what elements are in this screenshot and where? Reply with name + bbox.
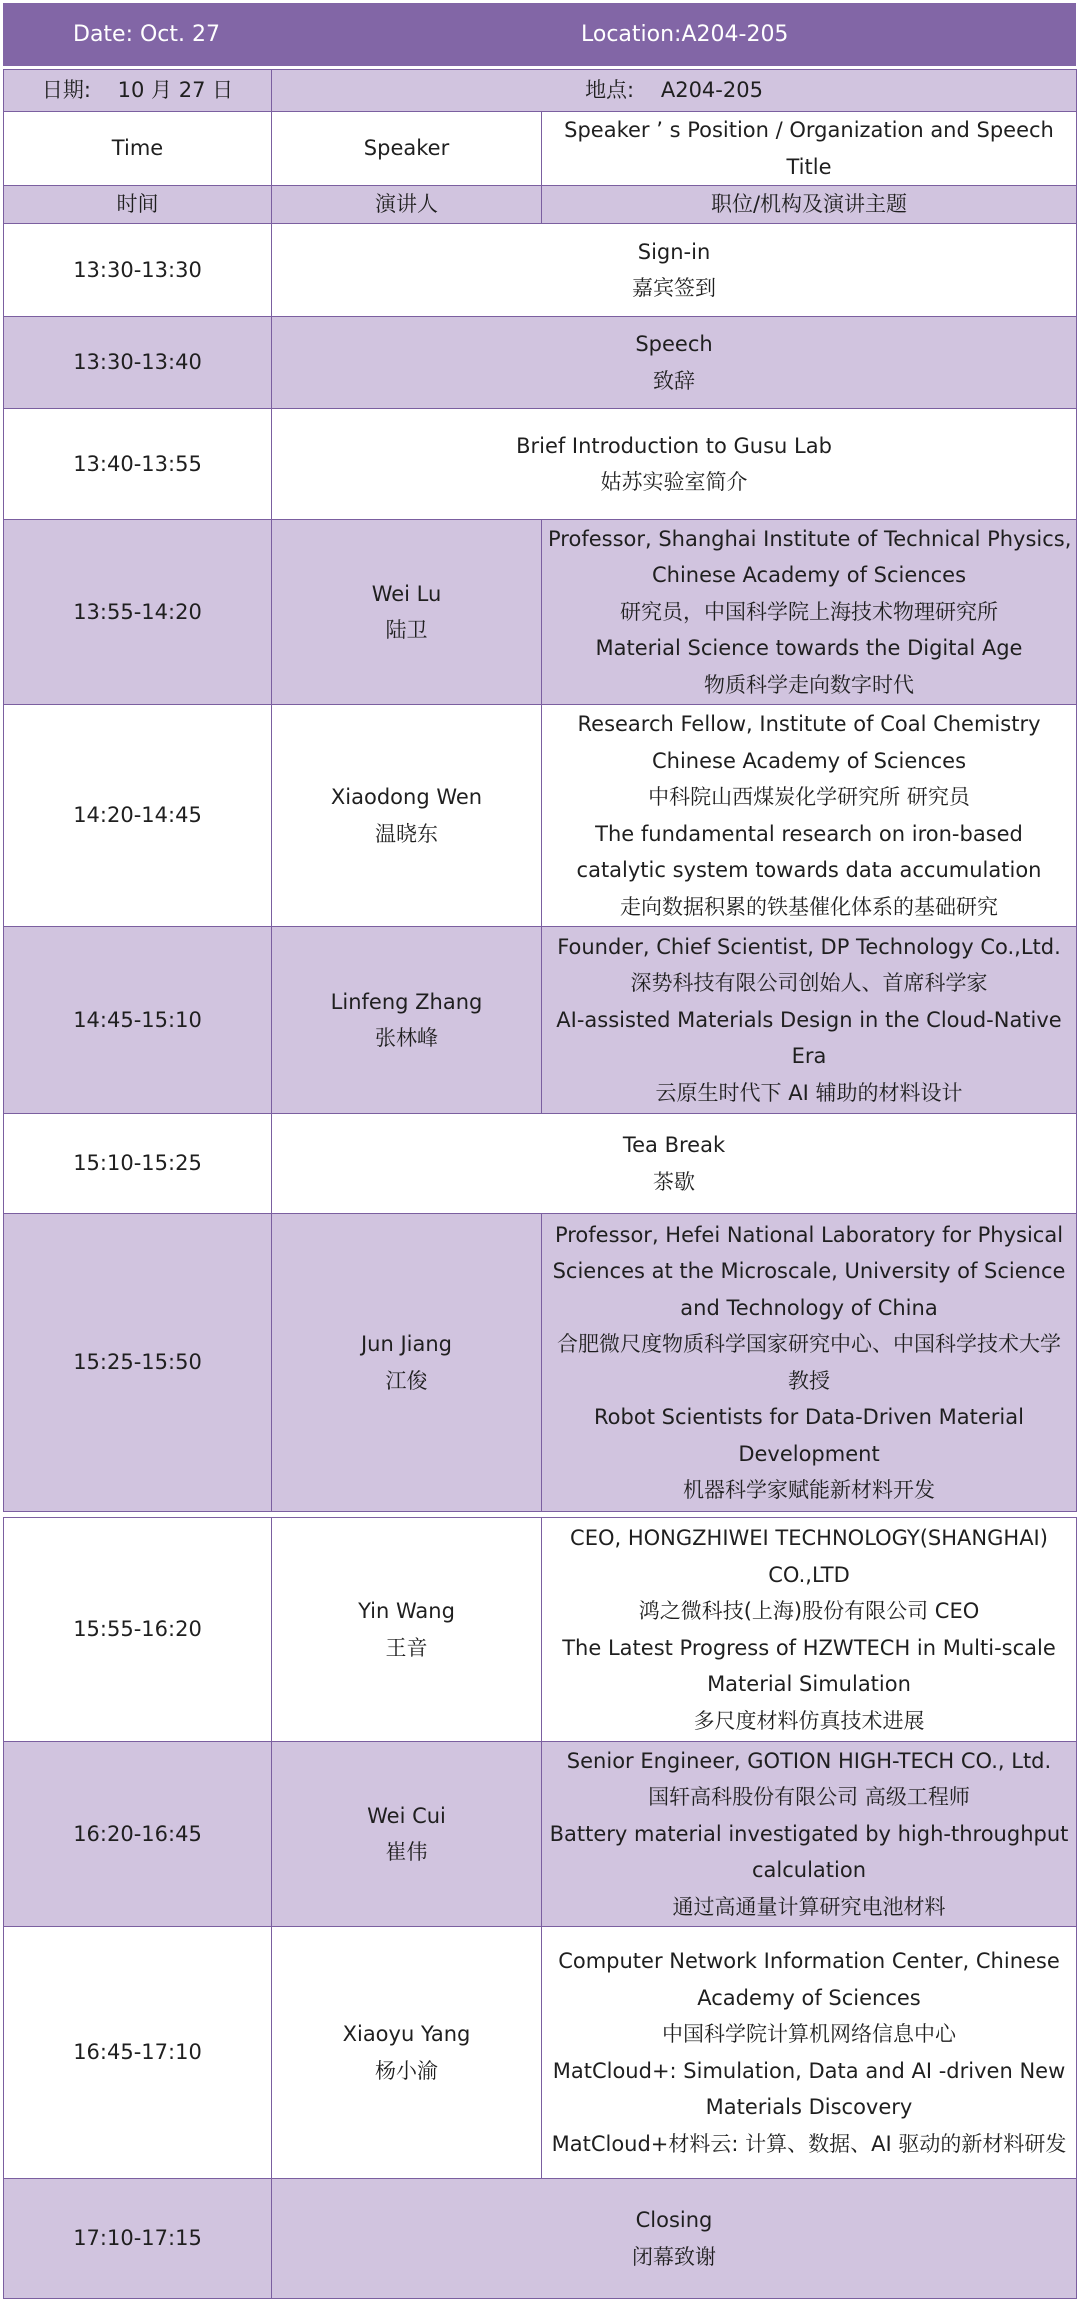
session-detail-line: 合肥微尺度物质科学国家研究中心、中国科学技术大学: [557, 1332, 1061, 1356]
session-speaker: [272, 1518, 542, 1742]
session-detail-line: MatCloud+材料云: 计算、数据、AI 驱动的新材料研发: [551, 2131, 1067, 2156]
session-speaker-line: Wei Lu: [371, 581, 442, 606]
session-detail-line: CO.,LTD: [768, 1562, 850, 1587]
session-detail-line: 中国科学院计算机网络信息中心: [662, 2022, 956, 2046]
session-detail-line: Research Fellow, Institute of Coal Chemistry: [577, 712, 1041, 736]
session-event-line: Tea Break: [622, 1133, 726, 1157]
session-detail-line: 深势科技有限公司创始人、首席科学家: [630, 971, 988, 996]
session-detail-line: and Technology of China: [680, 1295, 938, 1320]
session-detail-line: Material Science towards the Digital Age: [595, 636, 1023, 661]
subheader-date-value: 10 月 27 日: [117, 78, 234, 103]
session-time: 13:40-13:55: [4, 409, 272, 520]
session-detail-line: 教授: [788, 1368, 830, 1393]
session-event-line: Brief Introduction to Gusu Lab: [516, 433, 832, 458]
session-speaker-line: 王音: [385, 1635, 428, 1660]
session-speaker-line: Linfeng Zhang: [330, 989, 483, 1014]
session-detail-line: 多尺度材料仿真技术进展: [693, 1708, 925, 1733]
session-detail-line: Professor, Hefei National Laboratory for Physical: [554, 1222, 1064, 1247]
session-detail-line: Founder, Chief Scientist, DP Technology Co.,Ltd.: [557, 934, 1061, 959]
agenda-row: [4, 1518, 1077, 1742]
session-event-line: 茶歇: [653, 1169, 695, 1194]
session-detail-line: Chinese Academy of Sciences: [651, 563, 967, 588]
column-header-time: Time: [4, 112, 272, 186]
column-header-title-cn: 职位/机构及演讲主题: [542, 186, 1077, 224]
session-speaker-line: Yin Wang: [358, 1599, 455, 1623]
session-detail-line: 通过高通量计算研究电池材料: [672, 1894, 946, 1919]
session-speaker-line: 杨小渝: [375, 2058, 438, 2083]
session-detail-line: Sciences at the Microscale, University of Science: [552, 1259, 1066, 1283]
session-detail-line: 研究员，中国科学院上海技术物理研究所: [620, 599, 998, 624]
session-time: 13:55-14:20: [4, 520, 272, 705]
column-header-speaker: Speaker: [272, 112, 542, 186]
session-detail-line: Robot Scientists for Data-Driven Material: [594, 1405, 1024, 1429]
agenda-row: [4, 1927, 1077, 2179]
session-detail-line: Battery material investigated by high-throughput: [549, 1821, 1069, 1846]
agenda-row: [4, 1114, 1077, 1214]
session-speaker-line: Xiaoyu Yang: [342, 2022, 471, 2046]
session-event-line: Closing: [635, 2208, 713, 2232]
agenda-row: [4, 927, 1077, 1114]
session-speaker-line: 温晓东: [375, 821, 438, 846]
column-header-time-cn: 时间: [4, 186, 272, 224]
session-speaker: [272, 927, 542, 1114]
session-detail-line: Professor, Shanghai Institute of Technical Physics,: [548, 526, 1072, 551]
agenda-row: [4, 705, 1077, 927]
agenda-table-part-1: [3, 69, 1077, 1512]
session-details: [542, 520, 1077, 705]
session-time: 17:10-17:15: [4, 2179, 272, 2299]
session-speaker-line: 崔伟: [385, 1840, 428, 1864]
subheader-location-cell: [272, 70, 1077, 112]
session-time: 14:20-14:45: [4, 705, 272, 927]
agenda-row: [4, 1214, 1077, 1512]
agenda-table-part-2: [3, 1517, 1077, 2299]
session-details: [542, 705, 1077, 927]
session-event: [272, 317, 1077, 409]
column-header-row-en: [4, 112, 1077, 186]
agenda-row: [4, 1742, 1077, 1927]
session-time: 14:45-15:10: [4, 927, 272, 1114]
header-location: Location:A204-205: [581, 22, 789, 47]
session-speaker: [272, 1927, 542, 2179]
session-details: [542, 1518, 1077, 1742]
session-detail-line: Material Simulation: [707, 1672, 911, 1696]
session-event-line: 致辞: [653, 368, 695, 393]
session-event-line: 嘉宾签到: [632, 276, 716, 300]
session-detail-line: AI-assisted Materials Design in the Cloud-Native: [556, 1007, 1062, 1032]
agenda-row: [4, 317, 1077, 409]
subheader-date-cell: [4, 70, 272, 112]
session-detail-line: 中科院山西煤炭化学研究所 研究员: [648, 785, 970, 809]
session-detail-line: Development: [738, 1441, 880, 1466]
agenda-row: [4, 224, 1077, 317]
column-header-speaker-cn: 演讲人: [272, 186, 542, 224]
session-details: [542, 927, 1077, 1114]
session-speaker-line: 张林峰: [375, 1026, 438, 1050]
session-detail-line: Academy of Sciences: [697, 1985, 921, 2010]
session-speaker-line: Jun Jiang: [360, 1332, 453, 1356]
session-detail-line: Materials Discovery: [705, 2095, 913, 2119]
subheader-row: [4, 70, 1077, 112]
column-header-title: [542, 112, 1077, 186]
session-speaker-line: 陆卫: [385, 618, 428, 642]
session-event: [272, 2179, 1077, 2299]
session-speaker-line: Xiaodong Wen: [330, 785, 483, 809]
session-time: 15:25-15:50: [4, 1214, 272, 1512]
session-speaker: [272, 1742, 542, 1927]
header-date: Date: Oct. 27: [73, 22, 221, 47]
session-event-line: Sign-in: [637, 239, 711, 264]
session-time: 13:30-13:40: [4, 317, 272, 409]
session-time: 13:30-13:30: [4, 224, 272, 317]
session-detail-line: calculation: [751, 1858, 867, 1883]
session-event: [272, 409, 1077, 520]
session-detail-line: catalytic system towards data accumulation: [576, 858, 1042, 882]
agenda-row: [4, 520, 1077, 705]
session-detail-line: MatCloud+: Simulation, Data and AI -driven New: [552, 2058, 1066, 2083]
subheader-date-label: 日期:: [41, 78, 91, 103]
column-header-title-line: Speaker ’ s Position / Organization and Speech: [564, 118, 1054, 142]
session-detail-line: Chinese Academy of Sciences: [651, 748, 967, 773]
column-header-row-cn: [4, 186, 1077, 224]
session-detail-line: 走向数据积累的铁基催化体系的基础研究: [620, 894, 998, 919]
session-detail-line: The fundamental research on iron-based: [595, 821, 1023, 846]
session-event: [272, 1114, 1077, 1214]
session-detail-line: 云原生时代下 AI 辅助的材料设计: [655, 1080, 963, 1105]
session-detail-line: 机器科学家赋能新材料开发: [683, 1478, 935, 1502]
session-time: 15:55-16:20: [4, 1518, 272, 1742]
column-header-title-line: Title: [786, 154, 832, 179]
session-event-line: 闭幕致谢: [632, 2244, 716, 2269]
session-time: 15:10-15:25: [4, 1114, 272, 1214]
session-detail-line: Computer Network Information Center, Chinese: [558, 1949, 1060, 1973]
session-time: 16:45-17:10: [4, 1927, 272, 2179]
session-speaker: [272, 705, 542, 927]
session-speaker: [272, 1214, 542, 1512]
session-detail-line: Senior Engineer, GOTION HIGH-TECH CO., Ltd.: [566, 1748, 1052, 1773]
session-detail-line: CEO, HONGZHIWEI TECHNOLOGY(SHANGHAI): [570, 1526, 1048, 1550]
session-speaker-line: 江俊: [385, 1368, 428, 1393]
agenda-row: [4, 2179, 1077, 2299]
subheader-location-value: A204-205: [660, 78, 763, 103]
session-time: 16:20-16:45: [4, 1742, 272, 1927]
session-detail-line: 国轩高科股份有限公司 高级工程师: [648, 1785, 970, 1810]
subheader-location-label: 地点:: [585, 78, 635, 103]
session-details: [542, 1742, 1077, 1927]
session-event-line: 姑苏实验室简介: [600, 470, 748, 494]
session-speaker-line: Wei Cui: [367, 1803, 446, 1828]
session-detail-line: 鸿之微科技(上海)股份有限公司 CEO: [638, 1599, 980, 1623]
session-details: [542, 1214, 1077, 1512]
session-detail-line: Era: [791, 1044, 827, 1069]
session-detail-line: 物质科学走向数字时代: [704, 672, 914, 697]
session-event-line: Speech: [635, 332, 713, 356]
session-speaker: [272, 520, 542, 705]
header-band: [3, 3, 1076, 66]
session-event: [272, 224, 1077, 317]
agenda-row: [4, 409, 1077, 520]
session-details: [542, 1927, 1077, 2179]
session-detail-line: The Latest Progress of HZWTECH in Multi-scale: [562, 1635, 1056, 1660]
